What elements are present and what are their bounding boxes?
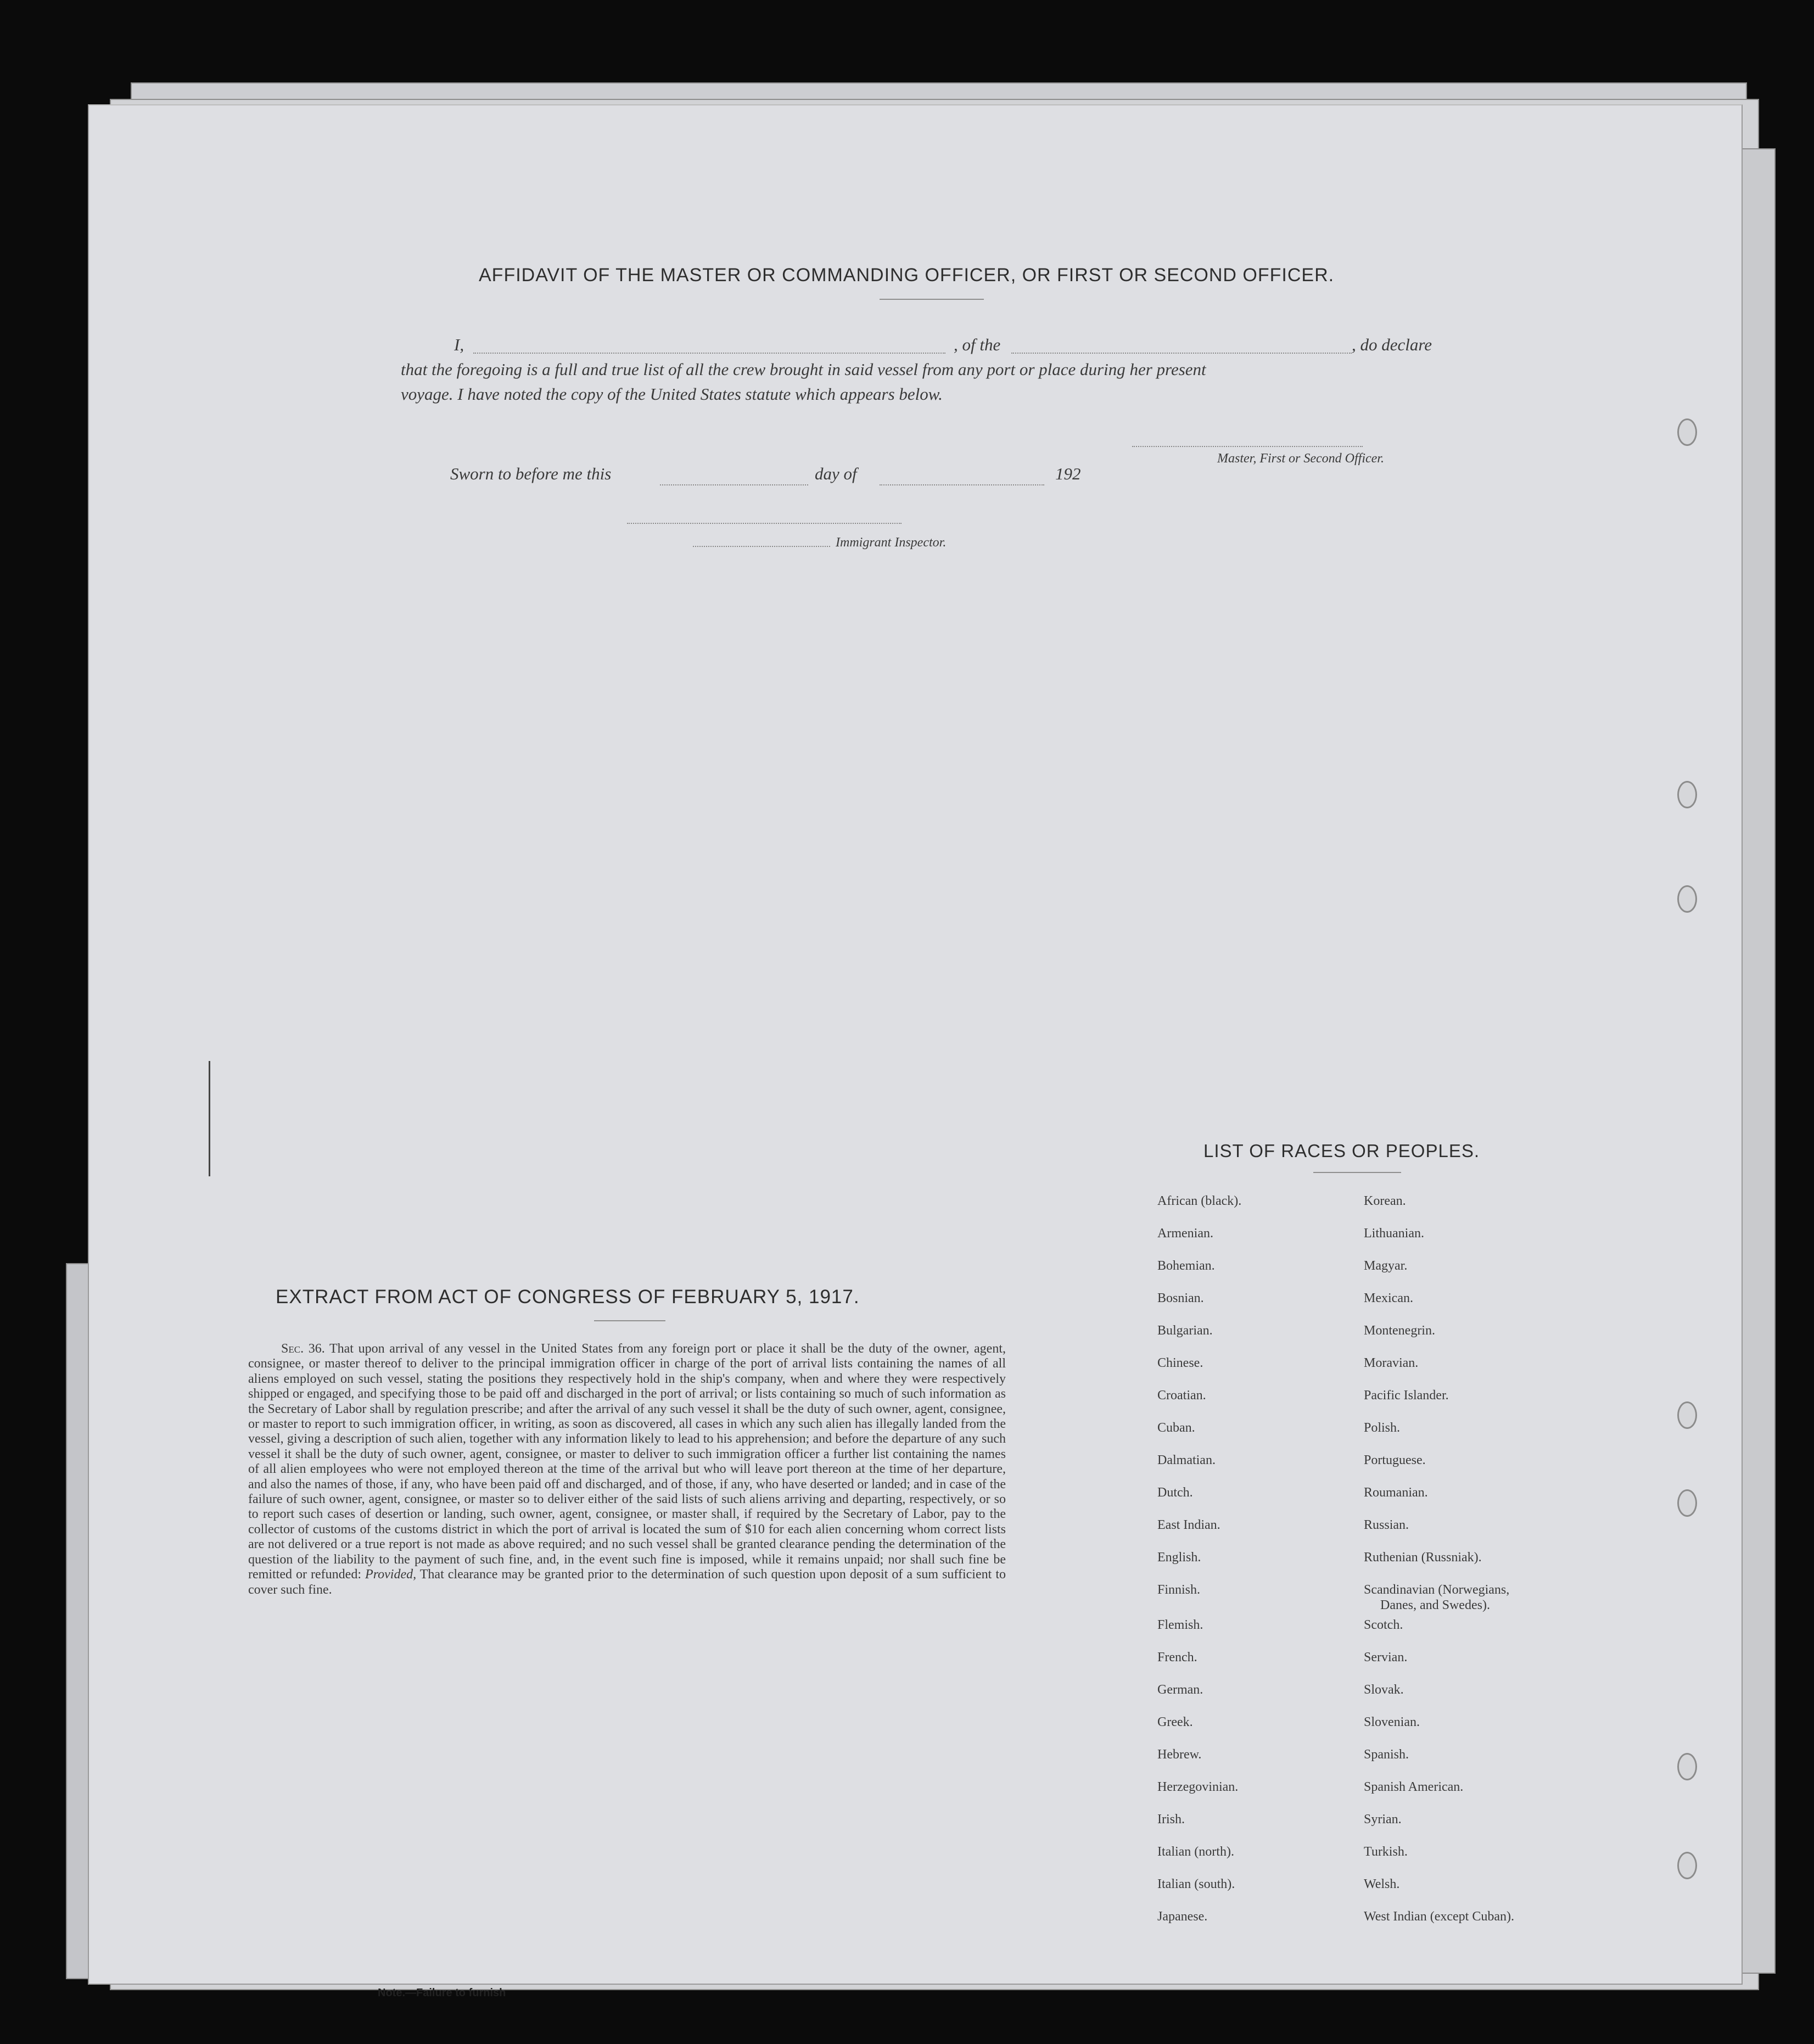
day-of-label: day of: [815, 464, 857, 483]
race-item: Scotch.: [1364, 1618, 1403, 1632]
affidavit-title: AFFIDAVIT OF THE MASTER OR COMMANDING OFFICER, OR FIRST OR SECOND OFFICER.: [479, 265, 1335, 286]
footer-note: Note.—Failure to furnish: [378, 1987, 506, 1999]
race-item: Flemish.: [1157, 1618, 1203, 1632]
race-item: Syrian.: [1364, 1812, 1402, 1827]
affidavit-line-2: that the foregoing is a full and true list of all the crew brought in said vessel from any port or place during her present: [401, 360, 1206, 379]
race-item: Japanese.: [1157, 1909, 1208, 1924]
race-item: Scandinavian (Norwegians,: [1364, 1583, 1510, 1597]
race-item: African (black).: [1157, 1194, 1242, 1208]
race-item: Welsh.: [1364, 1877, 1400, 1891]
race-item: Montenegrin.: [1364, 1323, 1435, 1338]
race-item: Ruthenian (Russniak).: [1364, 1550, 1482, 1565]
extract-title: EXTRACT FROM ACT OF CONGRESS OF FEBRUARY 5, 1917.: [276, 1286, 860, 1308]
punch-hole: [1677, 418, 1697, 446]
month-blank-line: [880, 484, 1044, 485]
extract-text-part1: That upon arrival of any vessel in the United States from any foreign port or place it shall be the duty of the owner, agent, consignee, or master thereof to deliver to the principal immigration officer in charge of the port of arrival lists containing the names of all aliens employed on such vessel, stating the positions they respectively hold in the ship's company, when and where they were respectively shipped or engaged, and specifying those to be paid off and discharged in the port of arrival; or lists containing so much of such information as the Secretary of Labor shall by regulation prescribe; and after the arrival of any such vessel it shall be the duty of such owner, agent, consignee, or master to report to such immigration officer, in writing, as soon as discovered, all cases in which any such alien has illegally landed from the vessel, giving a description of such alien, together with any information likely to lead to his apprehension; and before the departure of any such vessel it shall be the duty of such owner, agent, consignee, or master to deliver to such immigration officer a further list containing the names of all alien employees who were not employed thereon at the time of the arrival but who will leave port thereon at the time of her departure, and also the names of those, if any, who have been paid off and discharged, and of those, if any, who have deserted or landed; and in case of the failure of such owner, agent, consignee, or master so to deliver either of the said lists of such aliens arriving and departing, respectively, or so to report such cases of desertion or landing, such owner, agent, consignee, or master shall, if required by the Secretary of Labor, pay to the collector of customs of the customs district in which the port of arrival is located the sum of $10 for each alien concerning whom correct lists are not delivered or a true report is not made as above required; and no such vessel shall be granted clearance pending the determination of the question of the liability to the payment of such fine, and, in the event such fine is imposed, while it remains unpaid; nor shall such fine be remitted or refunded:: [248, 1342, 1006, 1582]
race-item: Irish.: [1157, 1812, 1185, 1827]
race-item: Polish.: [1364, 1421, 1401, 1435]
punch-hole: [1677, 1401, 1697, 1429]
race-item: Moravian.: [1364, 1356, 1419, 1370]
affidavit-i-label: I,: [454, 335, 464, 354]
race-item: Italian (south).: [1157, 1877, 1235, 1891]
section-label: Sec. 36.: [281, 1342, 325, 1356]
race-item: Magyar.: [1364, 1259, 1408, 1273]
divider: [1313, 1172, 1401, 1173]
race-item: Servian.: [1364, 1650, 1408, 1665]
sworn-label: Sworn to before me this: [450, 464, 612, 483]
race-item: Slovak.: [1364, 1683, 1404, 1697]
race-item: English.: [1157, 1550, 1201, 1565]
vessel-blank-line: [1011, 353, 1352, 354]
margin-mark: [209, 1061, 210, 1176]
race-item: Portuguese.: [1364, 1453, 1426, 1467]
race-item: Greek.: [1157, 1715, 1193, 1729]
provided-label: Provided,: [365, 1567, 417, 1582]
name-blank-line: [473, 353, 945, 354]
divider: [880, 299, 984, 300]
race-item: Lithuanian.: [1364, 1226, 1424, 1241]
affidavit-line-3: voyage. I have noted the copy of the United States statute which appears below.: [401, 384, 943, 404]
affidavit-do-declare: , do declare: [1352, 335, 1432, 354]
race-item: Herzegovinian.: [1157, 1780, 1239, 1794]
race-item: Hebrew.: [1157, 1747, 1202, 1762]
divider: [594, 1320, 665, 1321]
day-blank-line: [660, 484, 808, 485]
race-item: Bosnian.: [1157, 1291, 1204, 1305]
punch-hole: [1677, 1489, 1697, 1517]
race-item: Pacific Islander.: [1364, 1388, 1449, 1403]
race-item: Bulgarian.: [1157, 1323, 1213, 1338]
race-item: West Indian (except Cuban).: [1364, 1909, 1514, 1924]
extract-body: [248, 1342, 1006, 1598]
race-item: Slovenian.: [1364, 1715, 1420, 1729]
punch-hole: [1677, 1852, 1697, 1879]
race-item: French.: [1157, 1650, 1197, 1665]
race-item: Spanish American.: [1364, 1780, 1464, 1794]
race-item: Dalmatian.: [1157, 1453, 1216, 1467]
race-item: Armenian.: [1157, 1226, 1213, 1241]
inspector-caption: Immigrant Inspector.: [836, 535, 947, 550]
inspector-blank-line: [693, 546, 830, 547]
document-page: [88, 104, 1743, 1985]
affidavit-of-the-label: , of the: [954, 335, 1001, 354]
race-item: Cuban.: [1157, 1421, 1195, 1435]
race-item: Dutch.: [1157, 1485, 1193, 1500]
race-item: Mexican.: [1364, 1291, 1413, 1305]
inspector-blank-line: [627, 523, 902, 524]
punch-hole: [1677, 885, 1697, 913]
race-item: East Indian.: [1157, 1518, 1220, 1532]
races-title: LIST OF RACES OR PEOPLES.: [1203, 1141, 1480, 1161]
signature-caption: Master, First or Second Officer.: [1217, 451, 1384, 466]
race-item: Croatian.: [1157, 1388, 1206, 1403]
race-item: Finnish.: [1157, 1583, 1201, 1597]
race-item: Turkish.: [1364, 1845, 1408, 1859]
race-item: Russian.: [1364, 1518, 1409, 1532]
race-item: Korean.: [1364, 1194, 1406, 1208]
race-item: Spanish.: [1364, 1747, 1409, 1762]
race-item: Italian (north).: [1157, 1845, 1234, 1859]
signature-blank-line: [1132, 446, 1363, 447]
race-item: Danes, and Swedes).: [1380, 1598, 1490, 1612]
year-label: 192: [1055, 464, 1081, 483]
race-item: Chinese.: [1157, 1356, 1203, 1370]
punch-hole: [1677, 781, 1697, 808]
race-item: Bohemian.: [1157, 1259, 1215, 1273]
extract-text-part2: That clearance may be granted prior to the determination of such question upon deposit of a sum sufficient to cover such fine.: [248, 1567, 1006, 1597]
race-item: Roumanian.: [1364, 1485, 1428, 1500]
race-item: German.: [1157, 1683, 1203, 1697]
punch-hole: [1677, 1753, 1697, 1780]
